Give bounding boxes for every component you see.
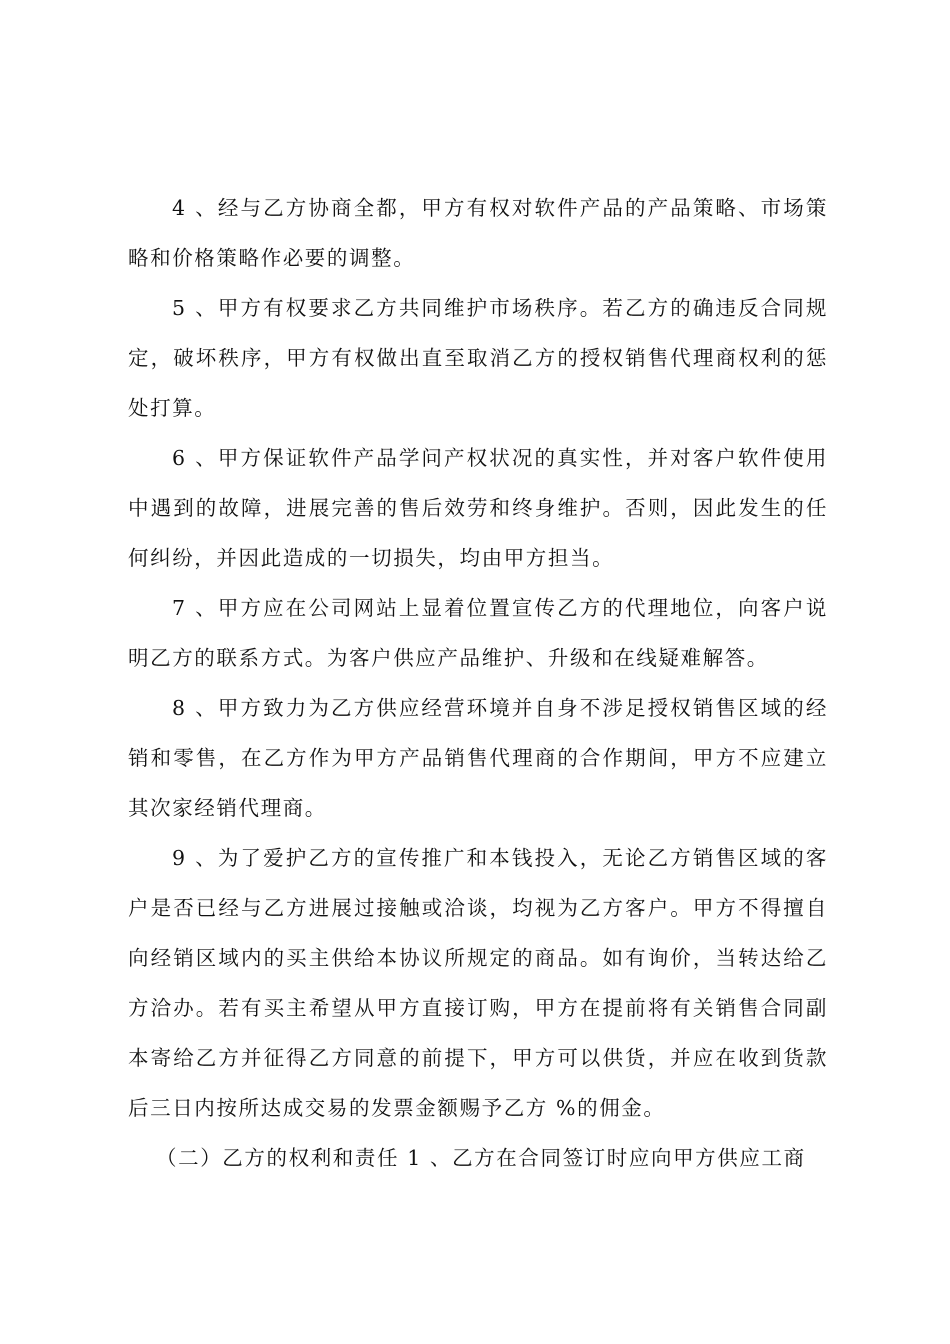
paragraph-clause-5: 5 、甲方有权要求乙方共同维护市场秩序。若乙方的确违反合同规定，破坏秩序，甲方有权做出直至取消乙方的授权销售代理商权利的惩处打算。 [128,296,828,420]
paragraph-clause-6: 6 、甲方保证软件产品学问产权状况的真实性，并对客户软件使用中遇到的故障，进展完善的售后效劳和终身维护。否则，因此发生的任何纠纷，并因此造成的一切损失，均由甲方担当。 [128,446,828,570]
paragraph-clause-7: 7 、甲方应在公司网站上显着位置宣传乙方的代理地位，向客户说明乙方的联系方式。为客户供应产品维护、升级和在线疑难解答。 [128,596,828,670]
paragraph-clause-9: 9 、为了爱护乙方的宣传推广和本钱投入，无论乙方销售区域的客户是否已经与乙方进展过接触或洽谈，均视为乙方客户。甲方不得擅自向经销区域内的买主供给本协议所规定的商品。如有询价，当转达给乙方洽办。若有买主希望从甲方直接订购，甲方在提前将有关销售合同副本寄给乙方并征得乙方同意的前提下，甲方可以供货，并应在收到货款后三日内按所达成交易的发票金额赐予乙方 %的佣金。 [128,846,828,1120]
section-heading-party-b-rights: （二）乙方的权利和责任 1 、乙方在合同签订时应向甲方供应工商 [156,1146,806,1170]
document-body [128,183,828,1183]
paragraph-clause-4: 4 、经与乙方协商全都，甲方有权对软件产品的产品策略、市场策略和价格策略作必要的调整。 [128,196,828,270]
paragraph-clause-8: 8 、甲方致力为乙方供应经营环境并自身不涉足授权销售区域的经销和零售，在乙方作为甲方产品销售代理商的合作期间，甲方不应建立其次家经销代理商。 [128,696,828,820]
